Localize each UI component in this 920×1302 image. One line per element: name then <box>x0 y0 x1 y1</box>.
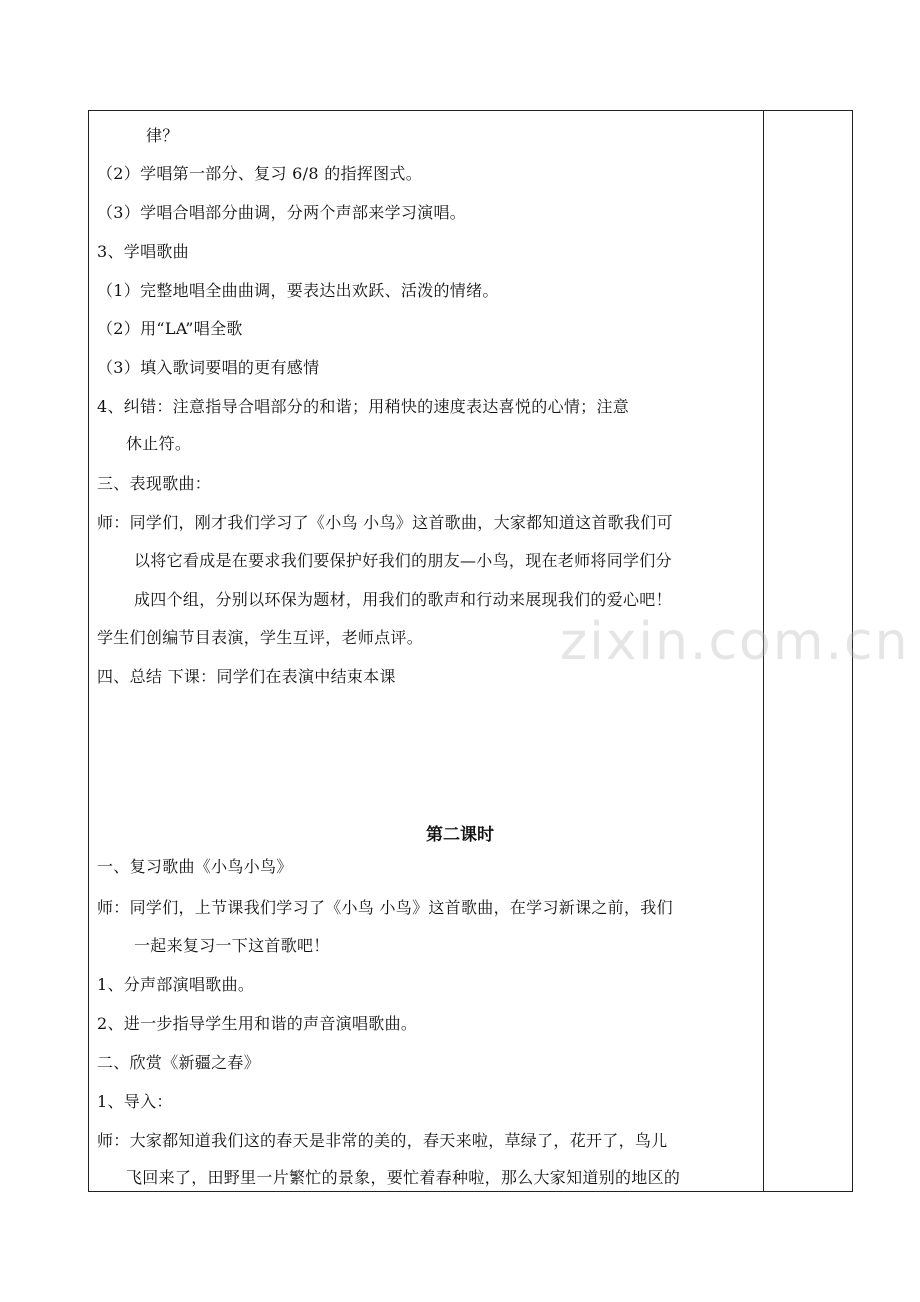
text-line: 1、分声部演唱歌曲。 <box>97 975 255 994</box>
text-line: 一起来复习一下这首歌吧！ <box>134 936 330 955</box>
text-line: 师：同学们，刚才我们学习了《小鸟 小鸟》这首歌曲，大家都知道这首歌我们可 <box>97 513 673 532</box>
text-line: 一、复习歌曲《小鸟小鸟》 <box>97 857 293 876</box>
watermark: zixin.com.cn <box>560 612 910 672</box>
text-line: 飞回来了，田野里一片繁忙的景象，要忙着春种啦，那么大家知道别的地区的 <box>126 1168 681 1187</box>
text-line: 休止符。 <box>126 434 192 453</box>
text-line: 师：同学们，上节课我们学习了《小鸟 小鸟》这首歌曲，在学习新课之前，我们 <box>97 898 673 917</box>
text-line: （1）完整地唱全曲曲调，要表达出欢跃、活泼的情绪。 <box>97 281 499 300</box>
text-line: 律？ <box>146 126 179 145</box>
text-line: 二、欣赏《新疆之春》 <box>97 1053 261 1072</box>
text-line: 师：大家都知道我们这的春天是非常的美的，春天来啦，草绿了，花开了，鸟儿 <box>97 1131 668 1150</box>
text-line: 以将它看成是在要求我们要保护好我们的朋友—小鸟，现在老师将同学们分 <box>134 551 672 570</box>
text-line: （3）填入歌词要唱的更有感情 <box>97 358 320 377</box>
text-line: （2）用“LA”唱全歌 <box>97 319 243 338</box>
text-line: （3）学唱合唱部分曲调，分两个声部来学习演唱。 <box>97 203 467 222</box>
text-line: 2、进一步指导学生用和谐的声音演唱歌曲。 <box>97 1014 418 1033</box>
text-line: 四、总结 下课：同学们在表演中结束本课 <box>97 667 396 686</box>
text-line: 4、纠错：注意指导合唱部分的和谐；用稍快的速度表达喜悦的心情；注意 <box>97 397 630 416</box>
text-line: 三、表现歌曲： <box>97 474 212 493</box>
text-line: 1、导入： <box>97 1092 173 1111</box>
text-line: （2）学唱第一部分、复习 6/8 的指挥图式。 <box>97 164 423 183</box>
text-line: 学生们创编节目表演，学生互评，老师点评。 <box>97 628 424 647</box>
text-line: 成四个组，分别以环保为题材，用我们的歌声和行动来展现我们的爱心吧！ <box>134 590 672 609</box>
text-line: 3、学唱歌曲 <box>97 242 189 261</box>
section-heading: 第二课时 <box>426 825 494 845</box>
